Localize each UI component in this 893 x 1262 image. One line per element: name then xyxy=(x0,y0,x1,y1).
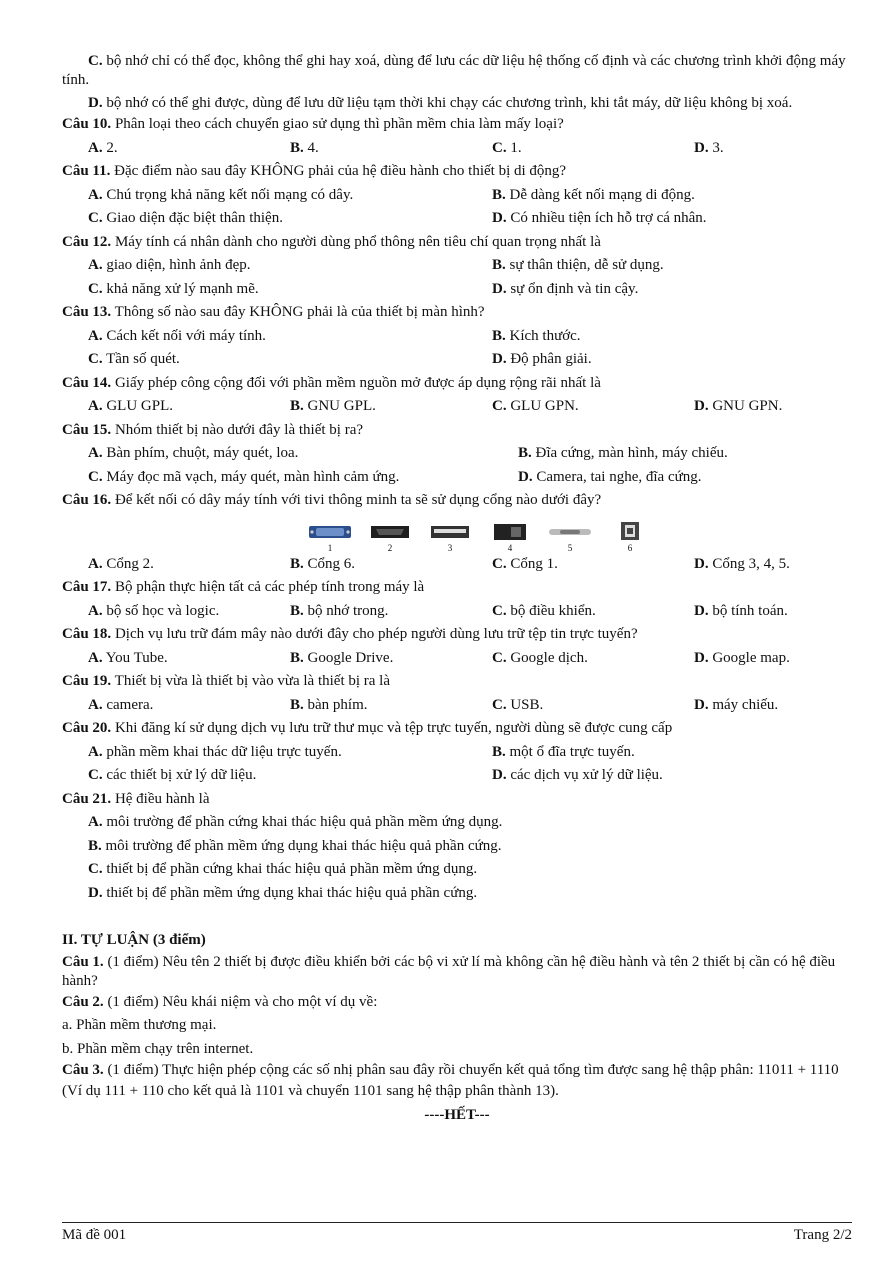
option-d: D. thiết bị để phần mềm ứng dụng khai thác hiệu quả phần cứng. xyxy=(88,884,478,901)
option-b: B. sự thân thiện, dễ sử dụng. xyxy=(492,257,664,273)
port-6: 6 xyxy=(602,521,658,553)
option-c: C. bộ điều khiển. xyxy=(492,602,596,619)
option-a: A. Chú trọng khả năng kết nối mạng có dây. xyxy=(88,186,354,203)
question-16-options xyxy=(62,553,852,577)
port-5: 5 xyxy=(542,523,598,553)
question-15: Câu 15. Nhóm thiết bị nào dưới đây là thiết bị ra? xyxy=(62,421,364,438)
question-18: Câu 18. Dịch vụ lưu trữ đám mây nào dưới đây cho phép người dùng lưu trữ tệp tin trực tuyến? xyxy=(62,626,638,642)
exam-code: Mã đề 001 xyxy=(62,1227,127,1243)
question-17-options xyxy=(62,600,852,624)
option-d: D. GNU GPN. xyxy=(694,398,783,414)
option-c: C. khả năng xử lý mạnh mẽ. xyxy=(88,280,259,297)
option-b: B. Kích thước. xyxy=(492,327,581,344)
usb-port-icon xyxy=(430,523,470,541)
option-b: B. môi trường để phần mềm ứng dụng khai thác hiệu quả phần cứng. xyxy=(88,837,502,854)
option-b: B. Dễ dàng kết nối mạng di động. xyxy=(492,186,695,203)
question-17: Câu 17. Bộ phận thực hiện tất cả các phép tính trong máy là xyxy=(62,579,425,595)
question-16: Câu 16. Để kết nối có dây máy tính với tivi thông minh ta sẽ sử dụng cổng nào dưới đây? xyxy=(62,492,602,508)
vga-port-icon xyxy=(308,523,352,541)
option-c: C. các thiết bị xử lý dữ liệu. xyxy=(88,767,257,783)
question-15-options-cd xyxy=(62,466,852,490)
question-20-options-cd xyxy=(62,764,852,788)
exam-page xyxy=(62,52,852,1126)
page-number: Trang 2/2 xyxy=(793,1227,852,1243)
question-12: Câu 12. Máy tính cá nhân dành cho người dùng phổ thông nên tiêu chí quan trọng nhất là xyxy=(62,233,601,250)
port-4: 4 xyxy=(482,523,538,553)
option-a: A. Cách kết nối với máy tính. xyxy=(88,327,266,344)
option-d: D. bộ tính toán. xyxy=(694,602,788,619)
essay-question-2b: b. Phần mềm chạy trên internet. xyxy=(62,1040,254,1057)
question-11-options-cd xyxy=(62,207,852,231)
section-heading-essay: II. TỰ LUẬN (3 điểm) xyxy=(62,932,206,948)
option-b: B. 4. xyxy=(290,139,319,156)
option-c: C. Máy đọc mã vạch, máy quét, màn hình cảm ứng. xyxy=(88,468,400,485)
question-18-options xyxy=(62,647,852,671)
question-13-options-ab xyxy=(62,325,852,349)
option-b: B. bộ nhớ trong. xyxy=(290,602,389,619)
question-14-options xyxy=(62,395,852,419)
port-images xyxy=(302,513,852,553)
serial-port-icon xyxy=(548,523,592,541)
option-a: A. You Tube. xyxy=(88,649,168,666)
option-d: D. 3. xyxy=(694,139,724,156)
option-a: A. camera. xyxy=(88,696,154,713)
option-d: D. Có nhiều tiện ích hỗ trợ cá nhân. xyxy=(492,210,707,226)
essay-question-2: Câu 2. (1 điểm) Nêu khái niệm và cho một ví dụ về: xyxy=(62,993,378,1010)
option-b: B. bàn phím. xyxy=(290,696,368,713)
option-d: D. Độ phân giải. xyxy=(492,351,592,367)
option-c: C. Tần số quét. xyxy=(88,351,180,367)
q9-option-c: C. bộ nhớ chỉ có thể đọc, không thể ghi hay xoá, dùng để lưu các dữ liệu hệ thống cố định và các chương trình khởi động máy tính. xyxy=(62,53,846,88)
option-a: A. Bàn phím, chuột, máy quét, loa. xyxy=(88,445,299,461)
option-b: B. Cổng 6. xyxy=(290,555,356,572)
question-13: Câu 13. Thông số nào sau đây KHÔNG phải là của thiết bị màn hình? xyxy=(62,304,485,320)
option-c: C. GLU GPN. xyxy=(492,398,579,414)
option-b: B. một ổ đĩa trực tuyến. xyxy=(492,743,635,760)
essay-question-3: Câu 3. (1 điểm) Thực hiện phép cộng các số nhị phân sau đây rồi chuyển kết quả tổng tìm được sang hệ thập phân: 11011 + 1110 xyxy=(62,1062,839,1078)
port-2: 2 xyxy=(362,523,418,553)
port-1: 1 xyxy=(302,523,358,553)
option-c: C. 1. xyxy=(492,139,522,156)
option-c: C. Google dịch. xyxy=(492,649,588,666)
option-a: A. GLU GPL. xyxy=(88,398,174,414)
question-10-options xyxy=(62,137,852,161)
option-a: A. bộ số học và logic. xyxy=(88,602,220,619)
option-a: A. phần mềm khai thác dữ liệu trực tuyến. xyxy=(88,743,342,760)
option-d: D. máy chiếu. xyxy=(694,696,779,713)
ethernet-port-icon xyxy=(493,523,527,541)
option-d: D. Google map. xyxy=(694,649,790,666)
option-d: D. Camera, tai nghe, đĩa cứng. xyxy=(518,468,702,485)
question-15-options-ab xyxy=(62,442,852,466)
option-b: B. GNU GPL. xyxy=(290,398,376,414)
question-20-options-ab xyxy=(62,741,852,765)
option-a: A. giao diện, hình ảnh đẹp. xyxy=(88,257,251,273)
question-11: Câu 11. Đặc điểm nào sau đây KHÔNG phải của hệ điều hành cho thiết bị di động? xyxy=(62,163,567,179)
question-12-options-cd xyxy=(62,278,852,302)
question-20: Câu 20. Khi đăng kí sử dụng dịch vụ lưu trữ thư mục và tệp trực tuyến, người dùng sẽ được cung cấp xyxy=(62,720,673,736)
q9-option-d: D. bộ nhớ có thể ghi được, dùng để lưu dữ liệu tạm thời khi chạy các chương trình, khi tắt máy, dữ liệu không bị xoá. xyxy=(88,95,793,111)
option-d: D. Cổng 3, 4, 5. xyxy=(694,555,790,572)
essay-question-1: Câu 1. (1 điểm) Nêu tên 2 thiết bị được điều khiển bởi các bộ vi xử lí mà không cần hệ điều hành và tên 2 thiết bị cần có hệ điều hành? xyxy=(62,953,836,989)
option-c: C. Cổng 1. xyxy=(492,555,558,572)
option-a: A. 2. xyxy=(88,139,118,156)
hdmi-port-icon xyxy=(370,523,410,541)
option-c: C. Giao diện đặc biệt thân thiện. xyxy=(88,210,283,226)
option-c: C. USB. xyxy=(492,696,544,713)
option-a: A. Cổng 2. xyxy=(88,555,154,572)
option-c: C. thiết bị để phần cứng khai thác hiệu quả phần mềm ứng dụng. xyxy=(88,861,478,877)
display-port-icon xyxy=(619,521,641,541)
port-3: 3 xyxy=(422,523,478,553)
page-footer xyxy=(62,1222,852,1244)
question-10: Câu 10. Phân loại theo cách chuyển giao sử dụng thì phần mềm chia làm mấy loại? xyxy=(62,116,564,132)
question-11-options-ab xyxy=(62,184,852,208)
end-mark: ----HẾT--- xyxy=(424,1106,490,1123)
essay-question-3-example: (Ví dụ 111 + 110 cho kết quả là 1101 và chuyển 1101 sang hệ thập phân thành 13). xyxy=(62,1083,559,1099)
question-19: Câu 19. Thiết bị vừa là thiết bị vào vừa là thiết bị ra là xyxy=(62,673,391,689)
essay-question-2a: a. Phần mềm thương mại. xyxy=(62,1017,217,1033)
option-a: A. môi trường để phần cứng khai thác hiệu quả phần mềm ứng dụng. xyxy=(88,814,503,830)
option-d: D. sự ổn định và tin cậy. xyxy=(492,280,639,297)
question-21: Câu 21. Hệ điều hành là xyxy=(62,790,210,807)
question-19-options xyxy=(62,694,852,718)
question-12-options-ab xyxy=(62,254,852,278)
question-13-options-cd xyxy=(62,348,852,372)
option-d: D. các dịch vụ xử lý dữ liệu. xyxy=(492,767,663,783)
option-b: B. Đĩa cứng, màn hình, máy chiếu. xyxy=(518,445,728,461)
question-14: Câu 14. Giấy phép công cộng đối với phần mềm nguồn mở được áp dụng rộng rãi nhất là xyxy=(62,374,601,391)
option-b: B. Google Drive. xyxy=(290,649,394,666)
